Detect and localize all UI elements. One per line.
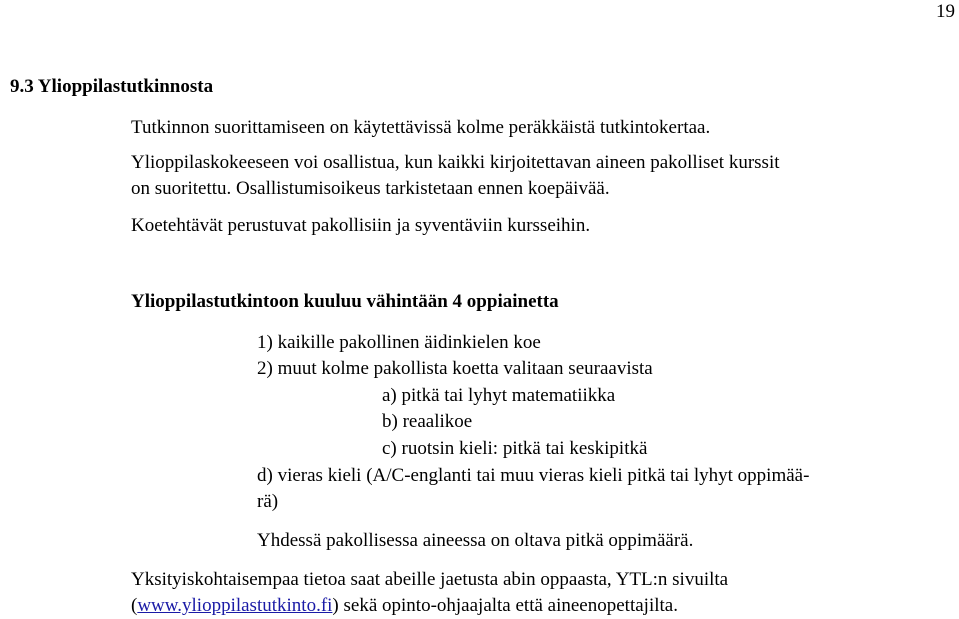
ylioppilastutkinto-link[interactable]: www.ylioppilastutkinto.fi	[137, 595, 333, 616]
footer-paren-open: (	[131, 595, 138, 616]
list-item-foreign-language-line1: d) vieras kieli (A/C-englanti tai muu vieras kieli pitkä tai lyhyt oppimää-	[257, 465, 810, 486]
long-syllabus-note: Yhdessä pakollisessa aineessa on oltava pitkä oppimäärä.	[257, 530, 694, 551]
footer-line2	[131, 596, 678, 615]
section-heading: 9.3 Ylioppilastutkinnosta	[10, 76, 214, 97]
list-item-mother-tongue: 1) kaikille pakollinen äidinkielen koe	[257, 332, 541, 353]
paragraph-eligibility-line1: Ylioppilaskokeeseen voi osallistua, kun kaikki kirjoitettavan aineen pakolliset kurssit	[131, 152, 780, 173]
sublist-item-swedish: c) ruotsin kieli: pitkä tai keskipitkä	[382, 438, 648, 459]
footer-line1: Yksityiskohtaisempaa tietoa saat abeille jaetusta abin oppaasta, YTL:n sivuilta	[131, 569, 729, 590]
paragraph-tasks: Koetehtävät perustuvat pakollisiin ja syventäviin kursseihin.	[131, 215, 591, 236]
paragraph-attempts: Tutkinnon suorittamiseen on käytettävissä kolme peräkkäistä tutkintokertaa.	[131, 117, 711, 138]
sublist-item-math: a) pitkä tai lyhyt matematiikka	[382, 385, 616, 406]
paragraph-eligibility-line2: on suoritettu. Osallistumisoikeus tarkistetaan ennen koepäivää.	[131, 178, 610, 199]
sublist-item-real: b) reaalikoe	[382, 411, 473, 432]
list-item-other-subjects: 2) muut kolme pakollista koetta valitaan seuraavista	[257, 358, 653, 379]
list-item-foreign-language-line2: rä)	[257, 491, 279, 512]
footer-line2-rest: ) sekä opinto-ohjaajalta että aineenopettajilta.	[332, 595, 678, 616]
page-number: 19	[936, 1, 955, 22]
exam-heading: Ylioppilastutkintoon kuuluu vähintään 4 oppiainetta	[131, 291, 559, 312]
